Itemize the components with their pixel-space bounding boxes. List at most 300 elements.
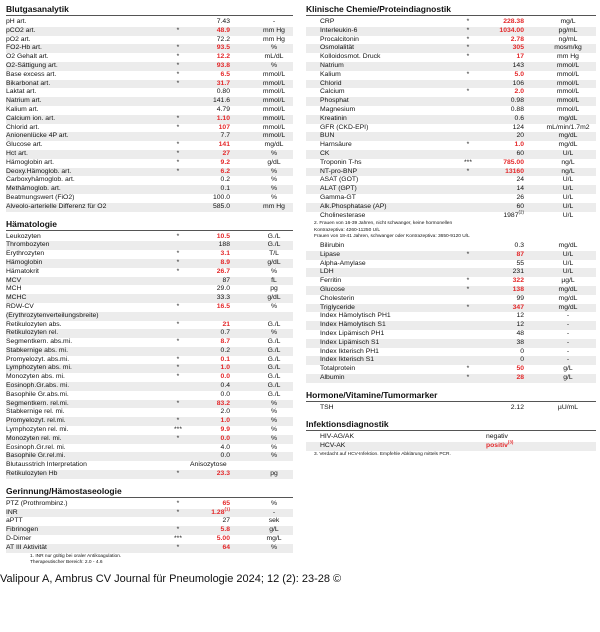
- test-value: [190, 80, 230, 89]
- test-name: Index Lipämisch PH1: [320, 329, 385, 337]
- test-value: [190, 159, 230, 168]
- test-name: Glucose: [320, 285, 345, 293]
- test-value-text: 0.0: [220, 452, 230, 460]
- test-value-text: 1.0: [514, 141, 524, 149]
- lab-row-kolloidosmot-druck: [306, 53, 596, 62]
- section-title: Klinische Chemie/Proteindiagnostik: [306, 4, 596, 16]
- lab-row-inr: [6, 506, 293, 518]
- lab-row-bikarbonat-art: [6, 80, 293, 89]
- test-name: CRP: [320, 18, 335, 25]
- lab-row-troponin-t-hs: [306, 159, 596, 168]
- test-value-text: 0.6: [514, 114, 524, 122]
- test-unit: %: [270, 417, 278, 425]
- test-name: pH art.: [6, 18, 27, 25]
- test-value-text: 12.2: [216, 53, 230, 61]
- test-value: [190, 106, 230, 115]
- test-name: MCHC: [6, 294, 27, 302]
- citation: Valipour A, Ambrus CV Journal für Pneumologie 2024; 12 (2): 23-28 ©: [0, 573, 342, 585]
- test-name: INR: [6, 508, 18, 516]
- flag-marker: *: [176, 417, 180, 425]
- test-value: [486, 268, 524, 277]
- lab-row-carboxyhaemoglob-art: [6, 176, 293, 185]
- test-name: MCH: [6, 285, 22, 293]
- test-value: [190, 461, 280, 470]
- test-value-text: 8.9: [220, 258, 230, 266]
- lab-row-leukozyten: [6, 233, 293, 242]
- lab-row-po2-art: [6, 36, 293, 45]
- lab-row-index-lipaemisch-ph1: [306, 330, 596, 339]
- test-name: Natrium: [320, 61, 344, 69]
- lab-row-segmentkern-abs-mi: [6, 338, 293, 347]
- test-value-text: positiv: [486, 442, 508, 450]
- test-name: Phosphat: [320, 97, 349, 105]
- test-value: [486, 295, 524, 304]
- lab-row-alat-gpt: [306, 185, 596, 194]
- test-name: Alveolo-arterielle Differenz für O2: [6, 202, 107, 210]
- test-unit: T/L: [269, 250, 279, 258]
- test-value: [486, 176, 524, 185]
- flag-marker: *: [176, 149, 180, 157]
- test-name: Deoxy.Hämoglob. art.: [6, 167, 72, 175]
- test-unit: mg/dL: [558, 114, 578, 122]
- test-value: [486, 27, 524, 36]
- test-name: Lymphozyten rel. mi.: [6, 426, 69, 434]
- test-name: Totalprotein: [320, 365, 356, 373]
- test-value-text: 28: [516, 373, 524, 381]
- test-unit: U/L: [562, 176, 574, 184]
- flag-marker: *: [176, 61, 180, 69]
- test-name: Segmentkern. abs.mi.: [6, 338, 73, 346]
- test-value: [190, 97, 230, 106]
- lab-row-at-iii-aktivitaet: [6, 544, 293, 553]
- section-klinische-chemie-proteindiagnostik: [306, 4, 596, 383]
- test-unit: µg/L: [561, 277, 575, 285]
- lab-row-basophile-gr-rel-mi: [6, 452, 293, 461]
- test-value: [190, 444, 230, 453]
- flag-marker: *: [176, 258, 180, 266]
- footnote-line: 1. INR nur gültig bei oraler Antikoagulation.: [30, 553, 122, 559]
- test-name: Leukozyten: [6, 232, 41, 240]
- test-value: [190, 250, 230, 259]
- test-value-text: 6.5: [220, 70, 230, 78]
- flag-marker: ***: [464, 158, 472, 166]
- test-unit: %: [270, 443, 278, 451]
- section-title: Hormone/Vitamine/Tumormarker: [306, 390, 596, 402]
- test-value: [486, 88, 524, 97]
- test-value-text: 87: [516, 250, 524, 258]
- test-name: Calcium: [320, 88, 345, 96]
- test-unit: ng/L: [561, 158, 575, 166]
- test-name: Kalium art.: [6, 105, 39, 113]
- test-unit: pg: [270, 470, 278, 478]
- test-value: [190, 18, 230, 27]
- test-name: Basophile Gr.rel.mi.: [6, 452, 66, 460]
- test-name: RDW-CV: [6, 302, 34, 310]
- test-unit: mmol/L: [556, 70, 580, 78]
- test-value-text: 6.2: [220, 167, 230, 175]
- test-unit: G./L: [267, 364, 281, 372]
- test-name: Carboxyhämoglob. art.: [6, 176, 75, 184]
- flag-marker: *: [466, 285, 470, 293]
- test-unit: -: [566, 347, 570, 355]
- test-value-text: 347: [512, 303, 524, 311]
- lab-row-mcv: [6, 277, 293, 286]
- test-name: Hämoglobin art.: [6, 158, 54, 166]
- test-value-text: 231: [512, 268, 524, 276]
- test-value-text: negativ: [486, 433, 508, 441]
- test-value-text: 55: [516, 259, 524, 267]
- flag-marker: *: [176, 114, 180, 122]
- test-name: HIV-AG/AK: [320, 433, 354, 441]
- test-name: Chlorid art.: [6, 123, 40, 131]
- test-unit: -: [566, 321, 570, 329]
- test-name: Kreatinin: [320, 114, 347, 122]
- test-name: Alpha-Amylase: [320, 259, 366, 267]
- flag-marker: *: [466, 373, 470, 381]
- test-value-text: 1034.00: [499, 26, 524, 34]
- lab-row-ldh: [306, 268, 596, 277]
- test-value: [190, 53, 230, 62]
- test-value-text: 2.0: [220, 408, 230, 416]
- test-value-text: 785.00: [503, 158, 524, 166]
- lab-row-kalium-art: [6, 106, 293, 115]
- lab-row-mch: [6, 285, 293, 294]
- lab-row-erythrozyten: [6, 250, 293, 259]
- test-unit: mmol/L: [262, 97, 286, 105]
- section-title: Blutgasanalytik: [6, 4, 293, 16]
- test-value-text: 0.0: [220, 434, 230, 442]
- test-unit: mm Hg: [263, 26, 285, 34]
- test-value: [190, 115, 230, 124]
- test-name: ASAT (GOT): [320, 176, 359, 184]
- flag-marker: *: [176, 399, 180, 407]
- test-name: Erythrozyten: [6, 250, 45, 258]
- lab-row-deoxy-haemoglob-art: [6, 168, 293, 177]
- test-value: [190, 391, 230, 400]
- test-name: pO2 art.: [6, 35, 31, 43]
- lab-row-alpha-amylase: [306, 260, 596, 269]
- lab-row-lymphozyten-abs-mi: [6, 364, 293, 373]
- test-value: [190, 88, 230, 97]
- test-unit: g/dL: [267, 294, 281, 302]
- test-name: Alk.Phosphatase (AP): [320, 202, 387, 210]
- test-name: AT III Aktivität: [6, 543, 47, 551]
- flag-marker: *: [466, 70, 470, 78]
- test-unit: G./L: [267, 241, 281, 249]
- test-value: [190, 277, 230, 286]
- lab-row-rdw-cv: [6, 303, 293, 312]
- flag-marker: *: [176, 434, 180, 442]
- lab-row-tsh: [306, 404, 596, 413]
- lab-row-monozyten-rel-mi: [6, 435, 293, 444]
- test-unit: -: [566, 329, 570, 337]
- test-name: (Erythrozytenverteilungsbreite): [6, 311, 99, 319]
- test-value-text: 64: [222, 543, 230, 551]
- test-unit: mg/dL: [558, 294, 578, 302]
- test-value-text: 0.98: [510, 97, 524, 105]
- test-value: [190, 203, 230, 212]
- test-name: Harnsäure: [320, 141, 352, 149]
- test-unit: -: [566, 356, 570, 364]
- test-value: [486, 168, 524, 177]
- test-name: Eosinoph.Gr.rel. mi.: [6, 443, 66, 451]
- lab-row-promyelozyt-abs-mi: [6, 356, 293, 365]
- lab-row-index-ikterisch-ph1: [306, 348, 596, 357]
- test-value: [190, 268, 230, 277]
- test-unit: ng/L: [561, 167, 575, 175]
- flag-marker: *: [466, 88, 470, 96]
- test-name: O2 Gehalt art.: [6, 53, 49, 61]
- test-value: [190, 517, 230, 526]
- test-unit: %: [270, 434, 278, 442]
- test-unit: g/L: [563, 373, 573, 381]
- test-value-text: 0.4: [220, 382, 230, 390]
- test-name: Stabkernige abs. mi.: [6, 346, 68, 354]
- test-value-text: 20: [516, 132, 524, 140]
- lab-row-base-excess-art: [6, 71, 293, 80]
- section-blutgasanalytik: [6, 4, 293, 212]
- flag-marker: *: [466, 277, 470, 285]
- test-name: Calcium ion. art.: [6, 114, 56, 122]
- test-value: [486, 442, 576, 451]
- test-value: [486, 356, 524, 365]
- test-name: Segmentkern. rel.mi.: [6, 399, 69, 407]
- test-value: [486, 304, 524, 313]
- test-unit: G./L: [267, 346, 281, 354]
- test-value-text: 8.7: [220, 338, 230, 346]
- test-value-text: 83.2: [216, 399, 230, 407]
- footnote-ref: (2): [518, 209, 524, 215]
- flag-marker: *: [176, 499, 180, 507]
- test-unit: %: [270, 302, 278, 310]
- test-name: Fibrinogen: [6, 526, 39, 534]
- test-name: Index Ikterisch S1: [320, 356, 375, 364]
- test-name: Lipase: [320, 250, 341, 258]
- test-value-text: 124: [512, 123, 524, 131]
- test-value-text: 9.9: [220, 426, 230, 434]
- lab-row-erythrozytenverteilungsbreite: [6, 312, 293, 321]
- test-value: [486, 36, 524, 45]
- test-unit: mmol/L: [556, 88, 580, 96]
- lab-row-retikulozyten-abs: [6, 321, 293, 330]
- test-value-text: 0.2: [220, 346, 230, 354]
- test-unit: -: [566, 338, 570, 346]
- test-unit: %: [270, 149, 278, 157]
- test-value-text: 2.12: [510, 403, 524, 411]
- flag-marker: *: [466, 35, 470, 43]
- lab-row-eosinoph-gr-abs-mi: [6, 382, 293, 391]
- test-unit: mg/dL: [264, 141, 284, 149]
- lab-row-kreatinin: [306, 115, 596, 124]
- flag-marker: *: [176, 123, 180, 131]
- test-value: [190, 44, 230, 53]
- test-name: Stabkernige rel. mi.: [6, 408, 65, 416]
- test-value: [486, 106, 524, 115]
- test-value: [190, 329, 230, 338]
- test-name: Chlorid: [320, 79, 342, 87]
- lab-row-natrium: [306, 62, 596, 71]
- test-name: TSH: [320, 403, 334, 411]
- test-value-text: Anisozytose: [190, 461, 227, 469]
- lab-row-o2-gehalt-art: [6, 53, 293, 62]
- test-value-text: 23.3: [216, 470, 230, 478]
- test-unit: U/L: [562, 185, 574, 193]
- test-name: MCV: [6, 276, 22, 284]
- test-value-text: 7.7: [220, 132, 230, 140]
- test-value: [190, 176, 230, 185]
- lab-row-totalprotein: [306, 365, 596, 374]
- test-name: Ferritin: [320, 277, 342, 285]
- test-value: [486, 159, 524, 168]
- test-name: Index Hämolytisch PH1: [320, 312, 391, 320]
- test-value: [190, 233, 230, 242]
- test-unit: mmol/L: [262, 132, 286, 140]
- test-value: [190, 364, 230, 373]
- lab-row-kalium: [306, 71, 596, 80]
- test-unit: mg/L: [560, 18, 576, 25]
- footnote-line: 3. Verdacht auf HCV-Infektion. Empfehle Abklärung mittels PCR.: [314, 452, 451, 458]
- flag-marker: *: [176, 302, 180, 310]
- flag-marker: *: [176, 364, 180, 372]
- test-name: Hct art.: [6, 149, 28, 157]
- test-value-text: 0.0: [220, 373, 230, 381]
- test-value: [486, 71, 524, 80]
- test-value: [486, 348, 524, 357]
- test-value: [486, 141, 524, 150]
- test-value: [190, 294, 230, 303]
- lab-row-interleukin-6: [306, 27, 596, 36]
- test-value-text: 60: [516, 202, 524, 210]
- lab-row-lymphozyten-rel-mi: [6, 426, 293, 435]
- flag-marker: *: [176, 232, 180, 240]
- test-name: Monozyten rel. mi.: [6, 434, 62, 442]
- lab-row-glucose-art: [6, 141, 293, 150]
- footnote-ref: (1): [224, 506, 230, 512]
- lab-row-promyelozyt-rel-mi: [6, 417, 293, 426]
- lab-row-natrium-art: [6, 97, 293, 106]
- test-value-text: 3.1: [220, 250, 230, 258]
- lab-row-ph-art: [6, 18, 293, 27]
- test-value: [190, 141, 230, 150]
- lab-row-d-dimer: [6, 535, 293, 544]
- lab-row-chlorid-art: [6, 124, 293, 133]
- footnote-line: Kontrazeptiva: 4260-11250 U/L: [314, 227, 381, 233]
- test-unit: U/L: [562, 211, 574, 219]
- test-value-text: 26: [516, 193, 524, 201]
- test-unit: %: [270, 44, 278, 52]
- test-unit: U/L: [562, 250, 574, 258]
- lab-row-hcv-ak: [306, 442, 596, 451]
- test-unit: %: [270, 176, 278, 184]
- flag-marker: *: [176, 44, 180, 52]
- test-name: Index Lipämisch S1: [320, 338, 380, 346]
- footnote-line: Therapeutischer Bereich: 2.0 - 4.6: [30, 559, 103, 565]
- flag-marker: *: [176, 373, 180, 381]
- test-value-text: 0.2: [220, 176, 230, 184]
- test-unit: mmol/L: [556, 61, 580, 69]
- test-value-text: 1.10: [216, 114, 230, 122]
- test-value: [190, 373, 230, 382]
- test-name: Anionenlücke 4P art.: [6, 132, 69, 140]
- lab-row-glucose: [306, 286, 596, 295]
- flag-marker: ***: [174, 535, 182, 543]
- test-unit: mmol/L: [556, 79, 580, 87]
- test-value-text: 0.80: [216, 88, 230, 96]
- lab-row-stabkernige-abs-mi: [6, 347, 293, 356]
- test-value-text: 0.1: [220, 355, 230, 363]
- test-name: aPTT: [6, 517, 23, 525]
- test-value-text: 1.0: [220, 364, 230, 372]
- test-unit: %: [270, 329, 278, 337]
- test-unit: %: [270, 167, 278, 175]
- lab-row-alveolo-arterielle-differenz-fuer-o2: [6, 203, 293, 212]
- test-value-text: 14: [516, 185, 524, 193]
- test-value-text: 2.0: [514, 88, 524, 96]
- flag-marker: *: [466, 250, 470, 258]
- test-unit: G./L: [267, 382, 281, 390]
- test-value-text: 0.88: [510, 105, 524, 113]
- test-value-text: 188: [218, 241, 230, 249]
- test-unit: %: [270, 426, 278, 434]
- test-value-text: 0: [520, 356, 524, 364]
- test-unit: mmol/L: [262, 79, 286, 87]
- test-value: [486, 18, 524, 27]
- lab-row-nt-pro-bnp: [306, 168, 596, 177]
- flag-marker: *: [466, 167, 470, 175]
- test-value-text: 26.7: [216, 267, 230, 275]
- test-value-text: 5.0: [514, 70, 524, 78]
- test-name: Basophile Gr.abs.mi.: [6, 390, 69, 398]
- lab-row-fo2-hb-art: [6, 44, 293, 53]
- test-value-text: 143: [512, 61, 524, 69]
- test-name: Osmolalität: [320, 44, 354, 52]
- flag-marker: *: [466, 53, 470, 61]
- section-title: Infektionsdiagnostik: [306, 419, 596, 431]
- footnote-line: 2. Frauen von 16-39 Jahren, nicht schwanger, keine hormonellen: [314, 221, 453, 227]
- test-unit: mmol/L: [556, 97, 580, 105]
- test-value: [190, 435, 230, 444]
- test-value: [190, 347, 230, 356]
- test-unit: pg: [270, 285, 278, 293]
- test-value: [486, 277, 524, 286]
- lab-row-lipase: [306, 251, 596, 260]
- test-unit: %: [270, 267, 278, 275]
- test-value-text: 0.0: [220, 390, 230, 398]
- lab-row-blutausstrich-interpretation: [6, 461, 293, 470]
- test-name: Base excess art.: [6, 70, 57, 78]
- test-value: [486, 365, 524, 374]
- test-name: Procalcitonin: [320, 35, 359, 43]
- lab-row-methaemoglob-art: [6, 185, 293, 194]
- test-unit: mg/dL: [558, 141, 578, 149]
- lab-row-ck: [306, 150, 596, 159]
- test-unit: mosm/kg: [554, 44, 582, 52]
- lab-row-haematokrit: [6, 268, 293, 277]
- test-value-text: 13160: [505, 167, 524, 175]
- flag-marker: *: [176, 250, 180, 258]
- test-unit: mmol/L: [262, 88, 286, 96]
- lab-row-index-lipaemisch-s1: [306, 339, 596, 348]
- flag-marker: *: [176, 320, 180, 328]
- lab-row-stabkernige-rel-mi: [6, 408, 293, 417]
- test-value-text: 65: [222, 499, 230, 507]
- test-value: [486, 433, 576, 442]
- test-unit: %: [270, 61, 278, 69]
- lab-row-procalcitonin: [306, 36, 596, 45]
- flag-marker: *: [176, 508, 180, 516]
- lab-row-gfr-ckd-epi: [306, 124, 596, 133]
- test-value-text: 24: [516, 176, 524, 184]
